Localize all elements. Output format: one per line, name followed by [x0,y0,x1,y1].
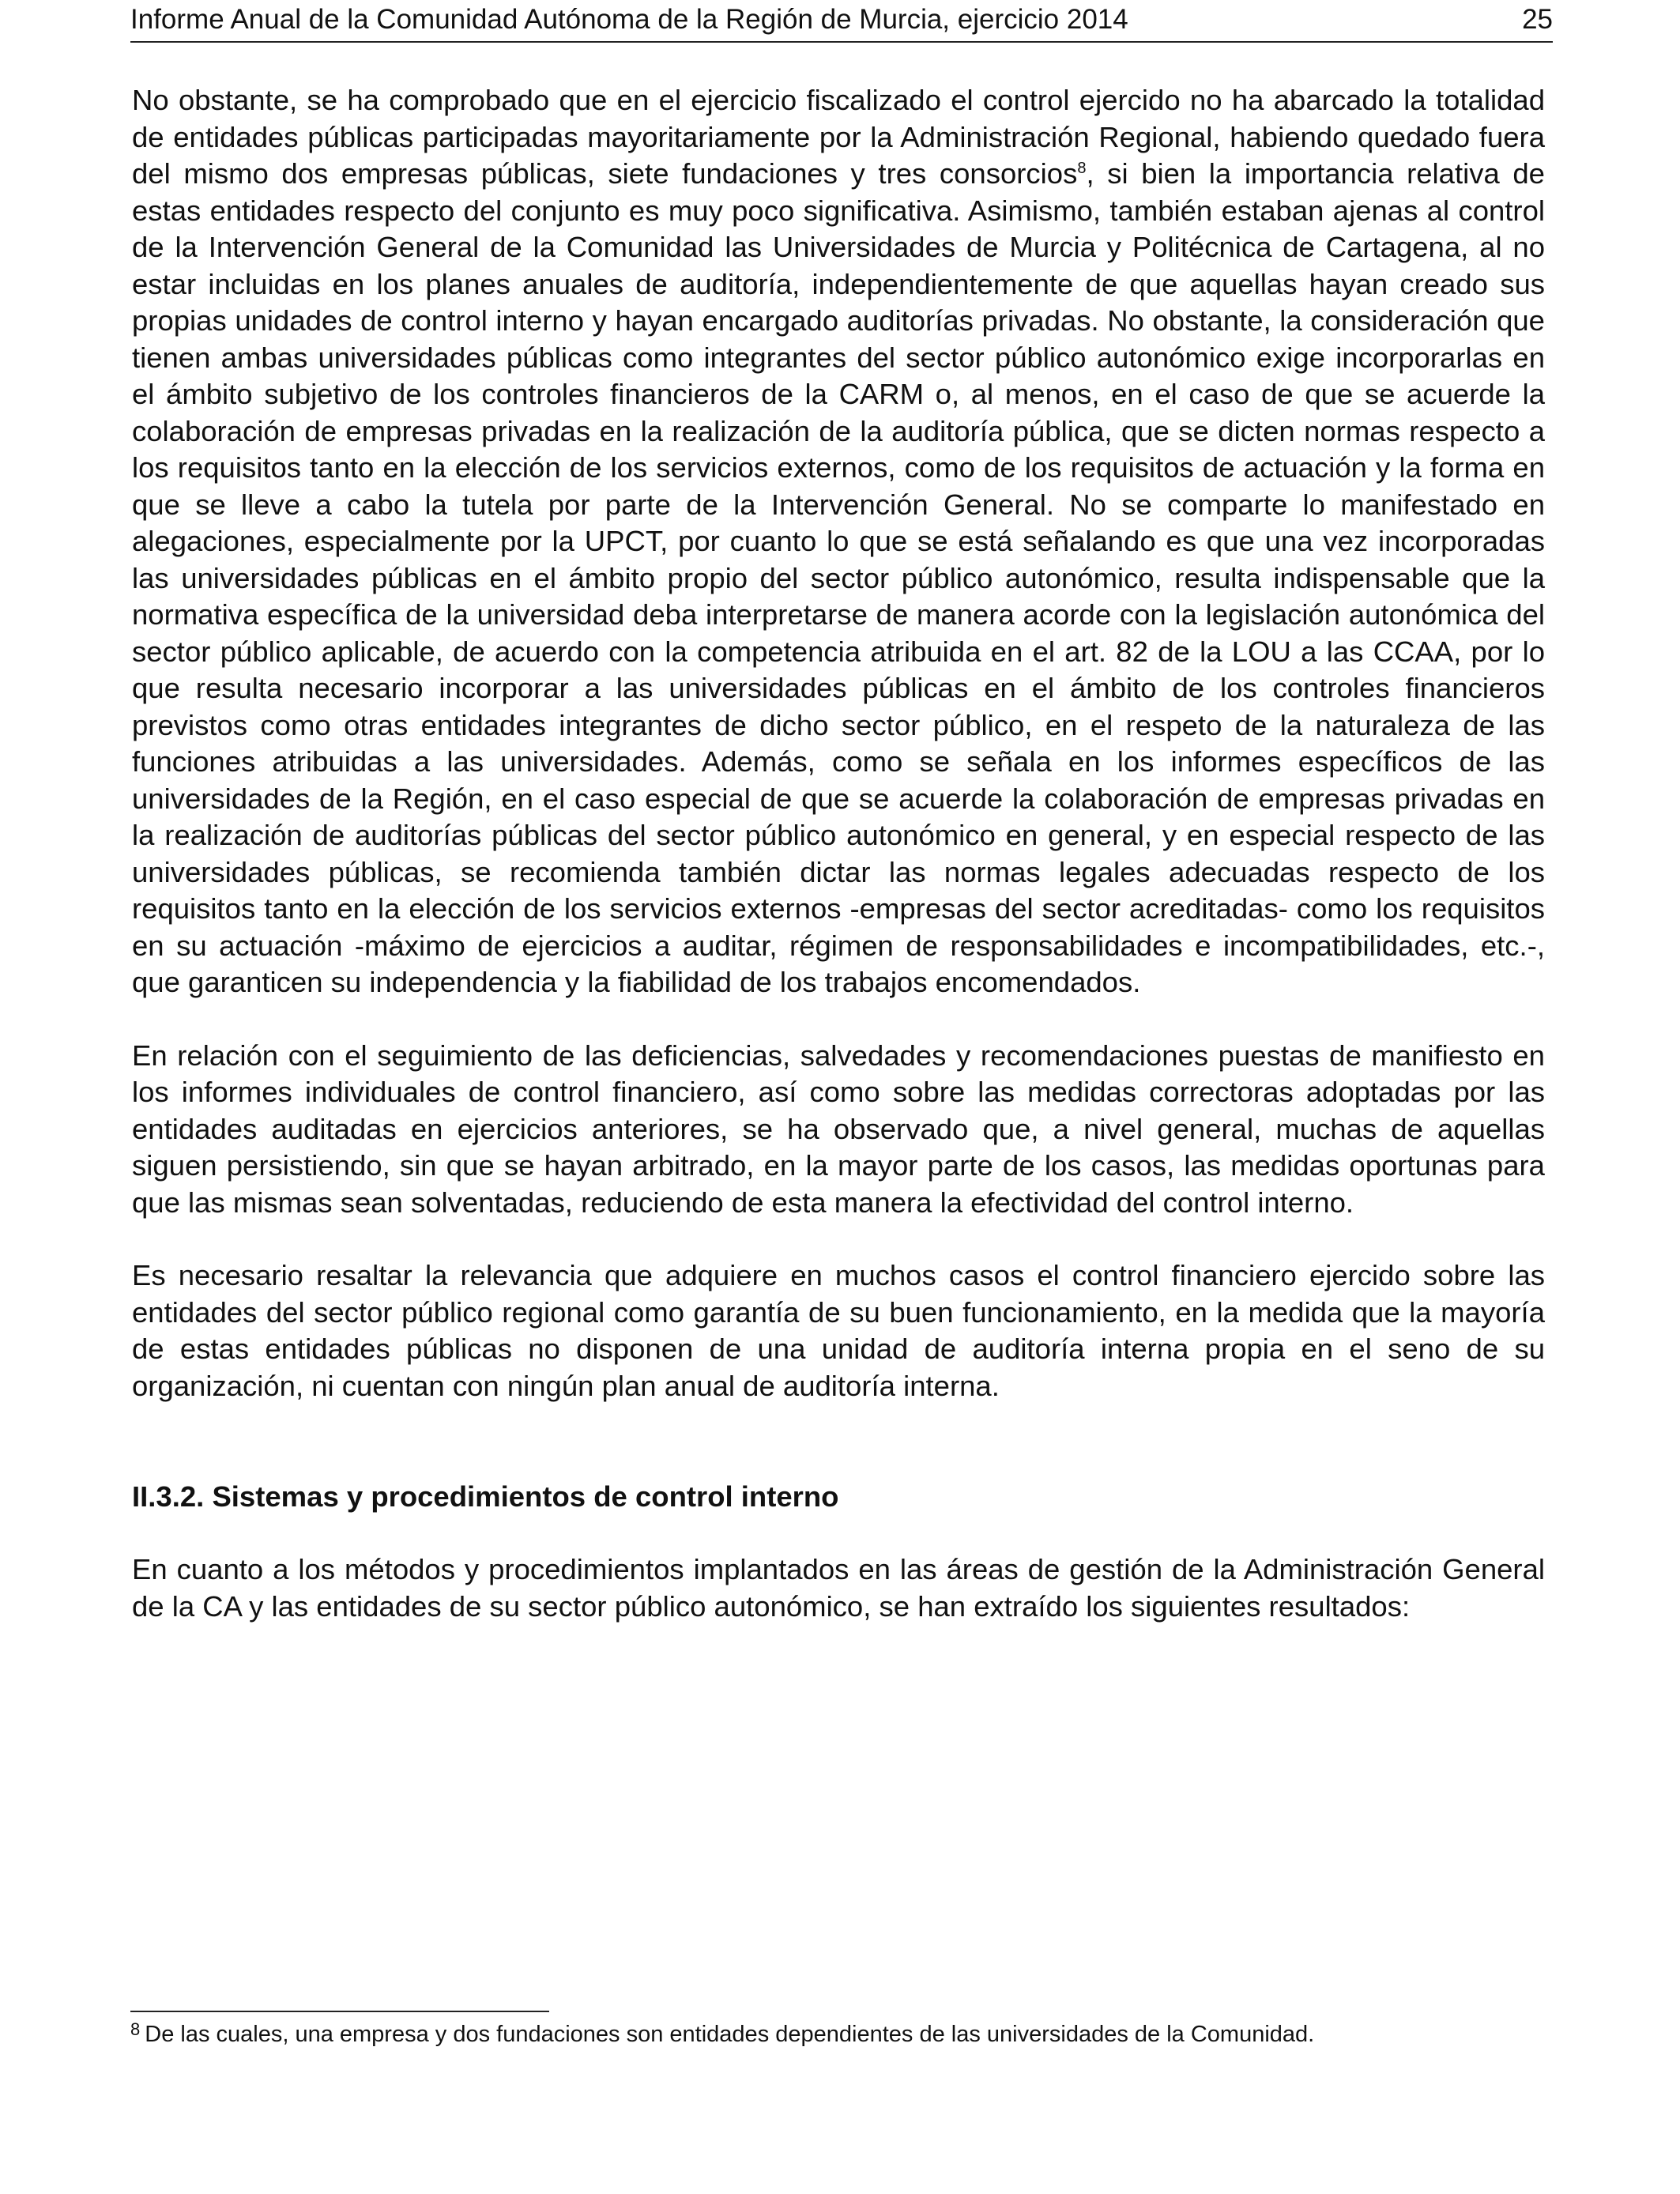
footnote-text: De las cuales, una empresa y dos fundaciones son entidades dependientes de las universidades de la Comunidad. [145,2022,1315,2047]
paragraph-1-end: , si bien la importancia relativa de estas entidades respecto del conjunto es muy poco significativa. Asimismo, también estaban ajenas al control de la Intervención General de la Comunidad las Universidades de Murcia y Politécnica de Cartagena, al no estar incluidas en los planes anuales de auditoría, independientemente de que aquellas hayan creado sus propias unidades de control interno y hayan encargado auditorías privadas. No obstante, la consideración que tienen ambas universidades públicas como integrantes del sector público autonómico exige incorporarlas en el ámbito subjetivo de los controles financieros de la CARM o, al menos, en el caso de que se acuerde la colaboración de empresas privadas en la realización de la auditoría pública, que se dicten normas respecto a los requisitos tanto en la elección de los servicios externos, como de los requisitos de actuación y la forma en que se lleve a cabo la tutela por parte de la Intervención General. No se comparte lo manifestado en alegaciones, especialmente por la UPCT, por cuanto lo que se está señalando es que una vez incorporadas las universidades públicas en el ámbito propio del sector público autonómico, resulta indispensable que la normativa específica de la universidad deba interpretarse de manera acorde con la legislación autonómica del sector público aplicable, de acuerdo con la competencia atribuida en el art. 82 de la LOU a las CCAA, por lo que resulta necesario incorporar a las universidades públicas en el ámbito de los controles financieros previstos como otras entidades integrantes de dicho sector público, en el respeto de la naturaleza de las funciones atribuidas a las universidades. Además, como se señala en los informes específicos de las universidades de la Región, en el caso especial de que se acuerde la colaboración de empresas privadas en la realización de auditorías públicas del sector público autonómico en general, y en especial respecto de las universidades públicas, se recomienda también dictar las normas legales adecuadas respecto de los requisitos tanto en la elección de los servicios externos -empresas del sector acreditadas- como los requisitos en su actuación -máximo de ejercicios a auditar, régimen de responsabilidades e incompatibilidades, etc.-, que garanticen su independencia y la fiabilidad de los trabajos encomendados. [132,157,1545,998]
footnote [130,2020,1553,2049]
footnote-reference[interactable]: 8 [1077,159,1087,177]
paragraph-2: En relación con el seguimiento de las deficiencias, salvedades y recomendaciones puestas de manifiesto en los informes individuales de control financiero, así como sobre las medidas correctoras adoptadas por las entidades auditadas en ejercicios anteriores, se ha observado que, a nivel general, muchas de aquellas siguen persistiendo, sin que se hayan arbitrado, en la mayor parte de los casos, las medidas oportunas para que las mismas sean solventadas, reduciendo de esta manera la efectividad del control interno. [132,1039,1545,1219]
section-heading: II.3.2. Sistemas y procedimientos de control interno [132,1480,839,1513]
footnote-separator [130,2011,549,2012]
paragraph-1 [132,82,1545,1001]
document-body [132,82,1545,1625]
paragraph-4: En cuanto a los métodos y procedimientos implantados en las áreas de gestión de la Administración General de la CA y las entidades de su sector público autonómico, se han extraído los siguientes resultados: [132,1553,1545,1623]
page-header [130,0,1553,43]
paragraph-3: Es necesario resaltar la relevancia que adquiere en muchos casos el control financiero ejercido sobre las entidades del sector público regional como garantía de su buen funcionamiento, en la medida que la mayoría de estas entidades públicas no disponen de una unidad de auditoría interna propia en el seno de su organización, ni cuentan con ningún plan anual de auditoría interna. [132,1259,1545,1402]
page-number: 25 [1522,4,1553,35]
footnote-marker: 8 [130,2019,141,2039]
header-title: Informe Anual de la Comunidad Autónoma de la Región de Murcia, ejercicio 2014 [130,4,1128,35]
paragraph-1-start: No obstante, se ha comprobado que en el ejercicio fiscalizado el control ejercido no ha abarcado la totalidad de entidades públicas participadas mayoritariamente por la Administración Regional, habiendo quedado fuera del mismo dos empresas públicas, siete fundaciones y tres consorcios [132,84,1545,190]
